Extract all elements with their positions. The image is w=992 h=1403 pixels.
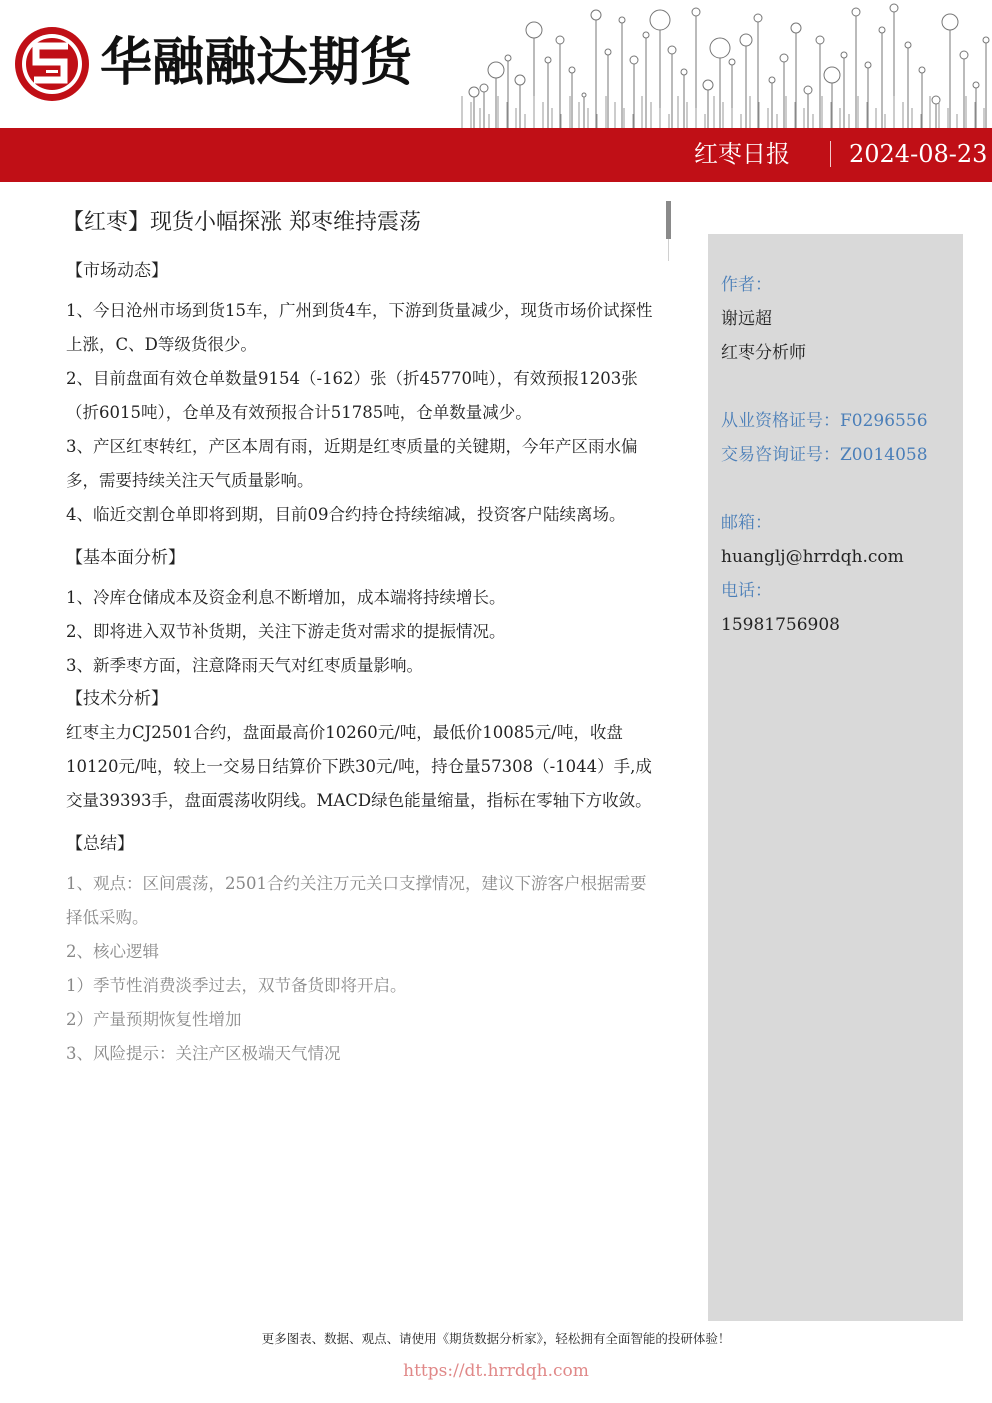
paragraph: 3、产区红枣转红，产区本周有雨，近期是红枣质量的关键期，今年产区雨水偏多，需要持续关注天气质量影响。	[66, 437, 638, 490]
paragraph: 1）季节性消费淡季过去，双节备货即将开启。	[66, 976, 407, 995]
author-title: 红枣分析师	[721, 343, 806, 363]
section-fundamentals	[66, 544, 656, 683]
footer-link[interactable]: https://dt.hrrdqh.com	[403, 1361, 589, 1381]
article-body	[62, 203, 656, 1071]
company-logo-icon	[12, 24, 92, 104]
section-heading: 【市场动态】	[66, 261, 168, 281]
article-title: 【红枣】现货小幅探涨 郑枣维持震荡	[62, 210, 421, 235]
section-heading: 【基本面分析】	[66, 548, 185, 568]
page-header	[0, 0, 992, 128]
report-banner	[0, 128, 992, 182]
scroll-track	[668, 239, 669, 261]
author-sidebar	[708, 234, 963, 1321]
paragraph: 1、观点：区间震荡，2501合约关注万元关口支撑情况，建议下游客户根据需要择低采购。	[66, 874, 647, 927]
brand-name: 华融融达期货	[100, 33, 413, 93]
report-name: 红枣日报	[694, 140, 790, 168]
qualification-number: 从业资格证号：F0296556	[721, 411, 928, 431]
section-heading: 【总结】	[66, 834, 134, 854]
email-label: 邮箱：	[721, 513, 772, 533]
paragraph: 4、临近交割仓单即将到期，目前09合约持仓持续缩减，投资客户陆续离场。	[66, 505, 626, 524]
paragraph: 红枣主力CJ2501合约，盘面最高价10260元/吨，最低价10085元/吨，收盘10120元/吨，较上一交易日结算价下跌30元/吨，持仓量57308（-1044）手,成交量39393手，盘面震荡收阴线。MACD绿色能量缩量，指标在零轴下方收敛。	[66, 723, 652, 810]
scroll-indicator	[666, 201, 671, 239]
phone-value: 15981756908	[721, 615, 840, 635]
paragraph: 3、风险提示：关注产区极端天气情况	[66, 1044, 341, 1063]
section-heading: 【技术分析】	[66, 689, 168, 709]
paragraph: 2）产量预期恢复性增加	[66, 1010, 242, 1029]
section-market	[66, 257, 656, 532]
paragraph: 3、新季枣方面，注意降雨天气对红枣质量影响。	[66, 656, 423, 675]
banner-divider	[830, 141, 831, 167]
paragraph: 2、目前盘面有效仓单数量9154（-162）张（折45770吨），有效预报1203张（折6015吨），仓单及有效预报合计51785吨，仓单数量减少。	[66, 369, 638, 422]
author-name: 谢远超	[721, 309, 772, 329]
paragraph: 2、即将进入双节补货期，关注下游走货对需求的提振情况。	[66, 622, 506, 641]
author-label: 作者：	[721, 275, 772, 295]
paragraph: 2、核心逻辑	[66, 942, 159, 961]
email-value: huanglj@hrrdqh.com	[721, 547, 904, 567]
footer-note: 更多图表、数据、观点、请使用《期货数据分析家》，轻松拥有全面智能的投研体验！	[261, 1331, 731, 1346]
paragraph: 1、今日沧州市场到货15车，广州到货4车，下游到货量减少，现货市场价试探性上涨，C、D等级货很少。	[66, 301, 653, 354]
consulting-number: 交易咨询证号：Z0014058	[721, 445, 928, 465]
report-date: 2024-08-23	[849, 140, 988, 168]
header-decoration	[456, 0, 992, 128]
section-summary	[66, 830, 656, 1071]
paragraph: 1、冷库仓储成本及资金利息不断增加，成本端将持续增长。	[66, 588, 506, 607]
section-technical	[66, 685, 656, 818]
phone-label: 电话：	[721, 581, 772, 601]
